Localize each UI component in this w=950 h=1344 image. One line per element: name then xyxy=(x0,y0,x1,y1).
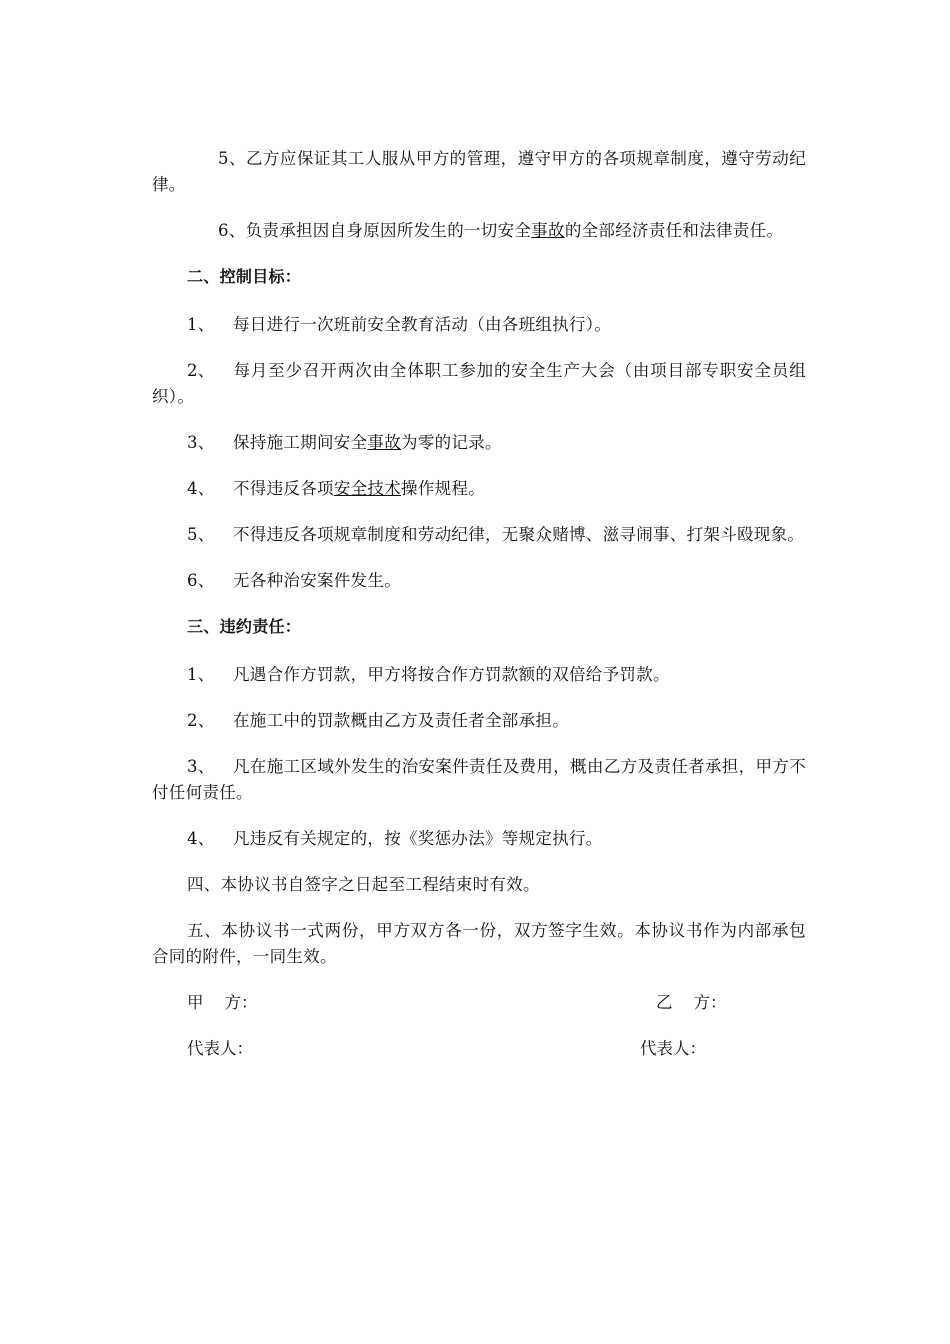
representative-signature-row xyxy=(152,1036,806,1062)
liability-item-number: 4、 xyxy=(187,829,215,848)
accident-link[interactable]: 事故 xyxy=(531,221,565,240)
liability-item-text: 凡违反有关规定的，按《奖惩办法》等规定执行。 xyxy=(233,829,603,848)
liability-item-3 xyxy=(152,754,806,806)
safety-technology-link[interactable]: 安全技术 xyxy=(333,479,402,498)
clause-6 xyxy=(152,218,806,244)
goal-item-5 xyxy=(152,522,806,548)
goal-item-number: 5、 xyxy=(187,525,215,544)
goal-item-text: 保持施工期间安全 xyxy=(233,433,368,452)
liability-item-1 xyxy=(152,662,806,688)
goal-item-1 xyxy=(152,312,806,338)
liability-item-number: 2、 xyxy=(187,711,215,730)
clause-5: 5、乙方应保证其工人服从甲方的管理，遵守甲方的各项规章制度，遵守劳动纪律。 xyxy=(152,149,806,194)
goal-item-4 xyxy=(152,476,806,502)
party-signature-row xyxy=(152,990,806,1016)
goal-item-number: 1、 xyxy=(187,315,215,334)
liability-item-text: 凡在施工区域外发生的治安案件责任及费用，概由乙方及责任者承担，甲方不付任何责任。 xyxy=(152,757,806,802)
goal-item-number: 2、 xyxy=(187,361,215,380)
section-2-title: 二、控制目标： xyxy=(187,267,302,286)
liability-item-4 xyxy=(152,826,806,852)
liability-item-number: 1、 xyxy=(187,665,215,684)
clause-6-text-end: 的全部经济责任和法律责任。 xyxy=(564,221,784,240)
liability-item-number: 3、 xyxy=(187,757,215,776)
section-3-title: 三、违约责任： xyxy=(187,617,302,636)
goal-item-number: 4、 xyxy=(187,479,215,498)
party-b-representative-label: 代表人： xyxy=(640,1039,706,1058)
goal-item-number: 3、 xyxy=(187,433,215,452)
clause-6-text: 6、负责承担因自身原因所发生的一切安全 xyxy=(218,221,532,240)
goal-item-number: 6、 xyxy=(187,571,215,590)
goal-item-text: 无各种治安案件发生。 xyxy=(233,571,401,590)
goal-item-text: 不得违反各项规章制度和劳动纪律，无聚众赌博、滋寻闹事、打架斗殴现象。 xyxy=(233,525,805,544)
document-body xyxy=(152,146,806,1082)
goal-item-6 xyxy=(152,568,806,594)
liability-item-text: 在施工中的罚款概由乙方及责任者全部承担。 xyxy=(233,711,569,730)
goal-item-text: 每日进行一次班前安全教育活动（由各班组执行）。 xyxy=(233,315,612,334)
liability-item-2 xyxy=(152,708,806,734)
party-a-label: 甲 方： xyxy=(187,993,258,1012)
goal-item-text: 每月至少召开两次由全体职工参加的安全生产大会（由项目部专职安全员组织）。 xyxy=(152,361,806,406)
goal-item-text-end: 操作规程。 xyxy=(401,479,486,498)
section-4-clause: 四、本协议书自签字之日起至工程结束时有效。 xyxy=(187,875,540,894)
goal-item-text-end: 为零的记录。 xyxy=(401,433,502,452)
goal-item-3 xyxy=(152,430,806,456)
goal-item-2 xyxy=(152,358,806,410)
section-5-clause: 五、本协议书一式两份，甲方双方各一份，双方签字生效。本协议书作为内部承包合同的附件，一同生效。 xyxy=(152,921,806,966)
liability-item-text: 凡遇合作方罚款，甲方将按合作方罚款额的双倍给予罚款。 xyxy=(233,665,670,684)
party-a-representative-label: 代表人： xyxy=(187,1039,253,1058)
accident-link[interactable]: 事故 xyxy=(367,433,402,452)
party-b-label: 乙 方： xyxy=(656,993,727,1012)
goal-item-text: 不得违反各项 xyxy=(233,479,334,498)
